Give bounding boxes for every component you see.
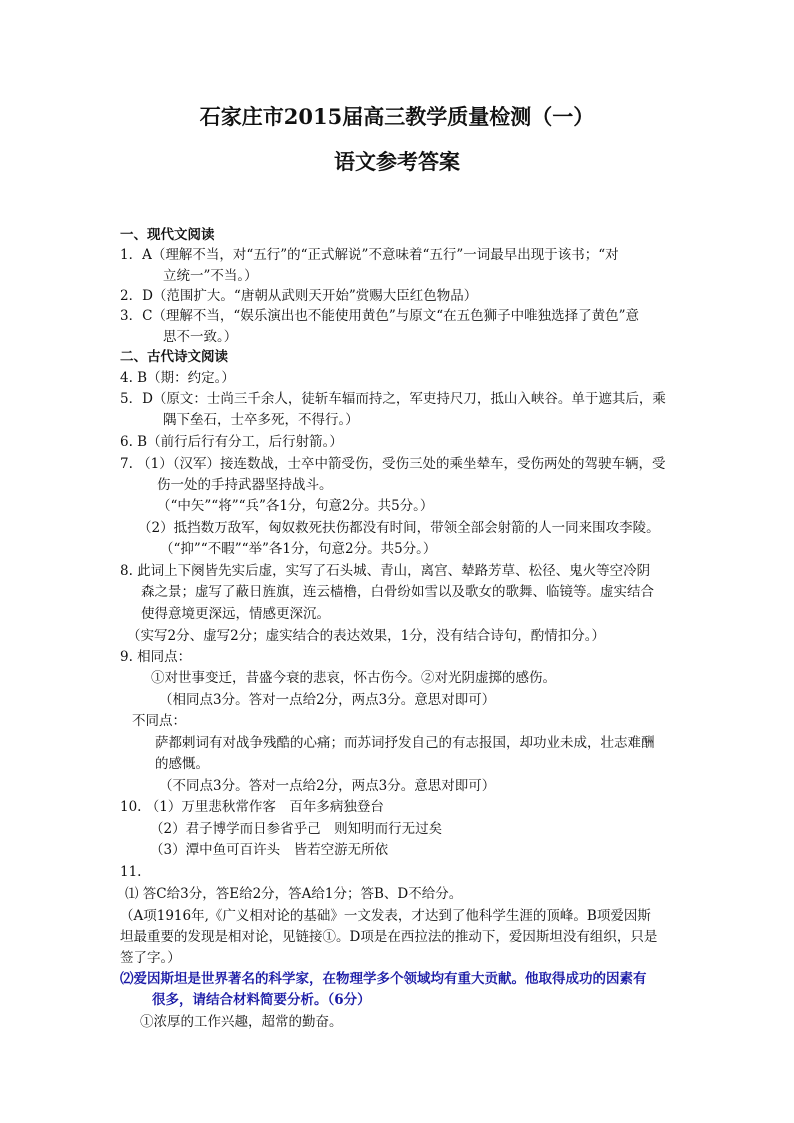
answer-line: 伤一处的手持武器坚持战斗。	[157, 477, 333, 493]
answer-line: 萨都剌词有对战争残酷的心痛；而苏词抒发自己的有志报国，却功业未成，壮志难酬	[155, 735, 655, 751]
answer-line: 立统一”不当。）	[163, 268, 258, 284]
answer-line: 2．D（范围扩大。“唐朝从武则天开始”赏赐大臣红色物品）	[120, 288, 478, 304]
answer-line: 不同点：	[132, 713, 186, 729]
answer-line: 7. （1）（汉军）接连数战，士卒中箭受伤，受伤三处的乘坐辇车，受伤两处的驾驶车辆，受	[120, 456, 666, 472]
answer-line: ①对世事变迁，昔盛今衰的悲哀，怀古伤今。②对光阴虚掷的感伤。	[151, 670, 556, 686]
answer-line: 8. 此词上下阕皆先实后虚，实写了石头城、青山，离宫、辇路芳草、松径、鬼火等空冷阴	[120, 563, 651, 579]
answer-line: （不同点3分。答对一点给2分，两点3分。意思对即可）	[159, 778, 496, 794]
page-title: 石家庄市2015届高三教学质量检测（一）	[199, 104, 595, 129]
answer-line: 9. 相同点：	[120, 649, 192, 665]
answer-line: （A项1916年,《广义相对论的基础》一文发表，才达到了他科学生涯的顶峰。B项爱因斯	[120, 908, 651, 924]
answer-line: 使得意境更深远，情感更深沉。	[141, 606, 330, 622]
answer-line: 11.	[120, 864, 142, 880]
answer-line: （3）潭中鱼可百许头 皆若空游无所依	[150, 842, 389, 858]
answer-line: （2）抵挡数万敌军，匈奴救死扶伤都没有时间，带领全部会射箭的人一同来围攻李陵。	[138, 520, 660, 536]
answer-line: 隅下垒石，士卒多死，不得行。）	[163, 412, 359, 428]
section-heading-modern-reading: 一、现代文阅读	[120, 227, 215, 243]
answer-line: 3．C（理解不当，“娱乐演出也不能使用黄色”与原文“在五色狮子中唯独选择了黄色”意	[120, 308, 640, 324]
answer-line: 5．D（原文：士尚三千余人，徒斩车辐而持之，军吏持尺刀，抵山入峡谷。单于遮其后，乘	[120, 391, 666, 407]
answer-line: 的感慨。	[155, 756, 209, 772]
answer-line: ⑴ 答C给3分，答E给2分，答A给1分；答B、D不给分。	[125, 886, 463, 902]
answer-line: 4. B（期：约定。）	[120, 370, 235, 386]
answer-line: （“中矢”“将”“兵”各1分，句意2分。共5分。）	[157, 498, 434, 514]
question-prompt: ⑵爱因斯坦是世界著名的科学家，在物理学多个领域均有重大贡献。他取得成功的因素有	[120, 971, 647, 987]
answer-line: 思不一致。）	[163, 329, 238, 345]
answer-line: （实写2分、虚写2分；虚实结合的表达效果，1分，没有结合诗句，酌情扣分。）	[127, 628, 606, 644]
answer-line: 签了字。）	[120, 950, 181, 966]
answer-line: （“抑”“不暇”“举”各1分，句意2分。共5分。）	[160, 541, 437, 557]
answer-line: ①浓厚的工作兴趣，超常的勤奋。	[140, 1014, 343, 1030]
section-heading-classical-reading: 二、古代诗文阅读	[120, 349, 228, 365]
answer-line: 1．A（理解不当，对“五行”的“正式解说”不意味着“五行”一词最早出现于该书；“对	[120, 247, 619, 263]
answer-line: （相同点3分。答对一点给2分，两点3分。意思对即可）	[159, 692, 496, 708]
answer-line: 森之景；虚写了蔽日旌旗，连云樯橹，白骨纷如雪以及歌女的歌舞、临镜等。虚实结合	[141, 584, 654, 600]
answer-line: 10. （1）万里悲秋常作客 百年多病独登台	[120, 799, 384, 815]
answer-line: （2）君子博学而日参省乎己 则知明而行无过矣	[150, 821, 443, 837]
answer-line: 坦最重要的发现是相对论，见链接①。D项是在西拉法的推动下，爱因斯坦没有组织，只是	[120, 929, 658, 945]
page-subtitle: 语文参考答案	[334, 149, 460, 174]
answer-line: 6. B（前行后行有分工，后行射箭。）	[120, 434, 343, 450]
question-prompt: 很多，请结合材料简要分析。（6分）	[152, 992, 371, 1008]
